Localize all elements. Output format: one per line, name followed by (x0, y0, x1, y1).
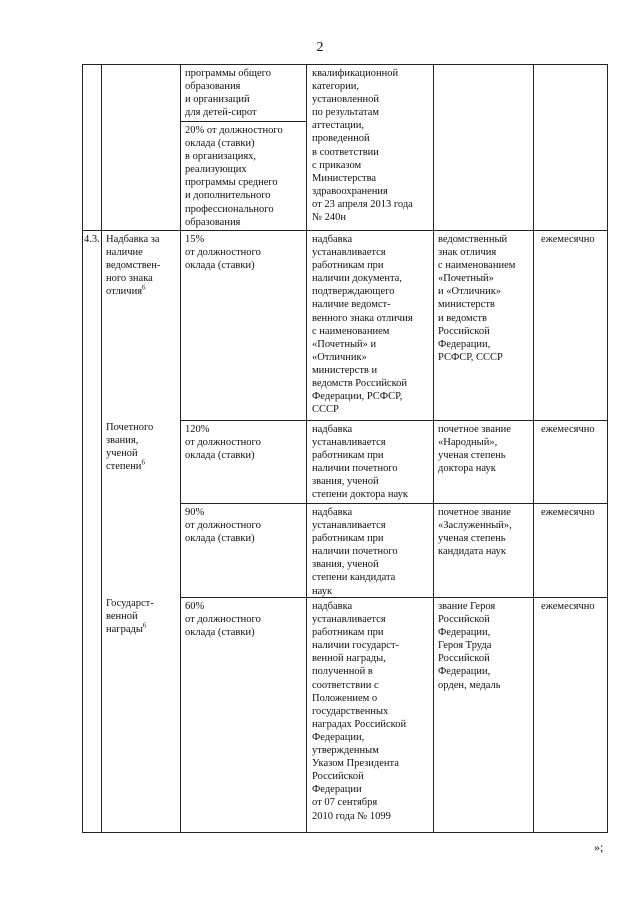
continuation-condition-text: квалификационной категории, установленной по результатам аттестации, проведенной в соответствии с приказом Министерства здравоохранения от 23 апреля 2013 года № 240н (312, 68, 413, 224)
row-condition-3: надбавка устанавливается работникам при наличии почетного звания, ученой степени кандидата наук (312, 507, 398, 597)
row-frequency-1: ежемесячно (541, 234, 595, 245)
row-name-4: Государст- венной награды$^6$ (106, 598, 154, 636)
column-rule (82, 64, 83, 832)
row-basis-1: ведомственный знак отличия с наименованием «Почетный» и «Отличник» министерств и ведомств Российской Федерации, РСФСР, СССР (438, 234, 516, 363)
column-rule (533, 64, 534, 832)
row-condition-2: надбавка устанавливается работникам при наличии почетного звания, ученой степени доктора наук (312, 424, 408, 501)
row-amount-2: 120% от должностного оклада (ставки) (185, 424, 261, 462)
row-frequency-3: ежемесячно (541, 507, 595, 518)
column-rule (433, 64, 434, 832)
row-name-1: Надбавка за наличие ведомствен- ного знака отличия$^6$ (106, 234, 161, 298)
column-rule (101, 64, 102, 832)
row-amount-3: 90% от должностного оклада (ставки) (185, 507, 261, 545)
row-condition-4: надбавка устанавливается работникам при наличии государст- венной награды, полученной в соответствии с Положением о государственных наградах Российской Федерации, утвержденным Указом Президента Российской Федерации от 07 сентября 2010 года № 1099 (312, 601, 407, 822)
row-frequency-4: ежемесячно (541, 601, 595, 612)
footnote-mark: 6 (142, 283, 146, 292)
column-rule (180, 64, 181, 832)
column-rule (306, 64, 307, 832)
continuation-percent-text: 20% от должностного оклада (ставки) в организациях, реализующих программы среднего и дополнительного профессионального образования (185, 125, 283, 228)
row-condition-1: надбавка устанавливается работникам при наличии документа, подтверждающего наличие ведомст- венного знака отличия с наименованием «Почетный» и «Отличник» министерств и ведомств Российской Федерации, РСФСР, СССР (312, 234, 413, 416)
row-rule (180, 420, 608, 421)
cell-rule (180, 121, 306, 122)
row-name-2: Почетного звания, ученой степени$^6$ (106, 422, 154, 473)
row-amount-1: 15% от должностного оклада (ставки) (185, 234, 261, 272)
row-basis-3: почетное звание «Заслуженный», ученая степень кандидата наук (438, 507, 512, 558)
closing-quote-mark: »; (594, 840, 604, 854)
continuation-programs-text: программы общего образования и организаций для детей-сирот (185, 68, 271, 119)
footnote-mark: 6 (142, 621, 147, 630)
table-top-rule (82, 64, 608, 65)
section-number: 4.3. (84, 234, 100, 245)
row-rule (180, 503, 608, 504)
row-amount-4: 60% от должностного оклада (ставки) (185, 601, 261, 639)
column-rule (607, 64, 608, 832)
row-basis-2: почетное звание «Народный», ученая степень доктора наук (438, 424, 511, 475)
row-basis-4: звание Героя Российской Федерации, Героя Труда Российской Федерации, орден, медаль (438, 601, 501, 691)
row-frequency-2: ежемесячно (541, 424, 595, 435)
footnote-mark: 6 (141, 458, 145, 467)
row-rule (82, 230, 608, 231)
table-bottom-rule (82, 832, 608, 833)
page-number: 2 (316, 40, 324, 55)
